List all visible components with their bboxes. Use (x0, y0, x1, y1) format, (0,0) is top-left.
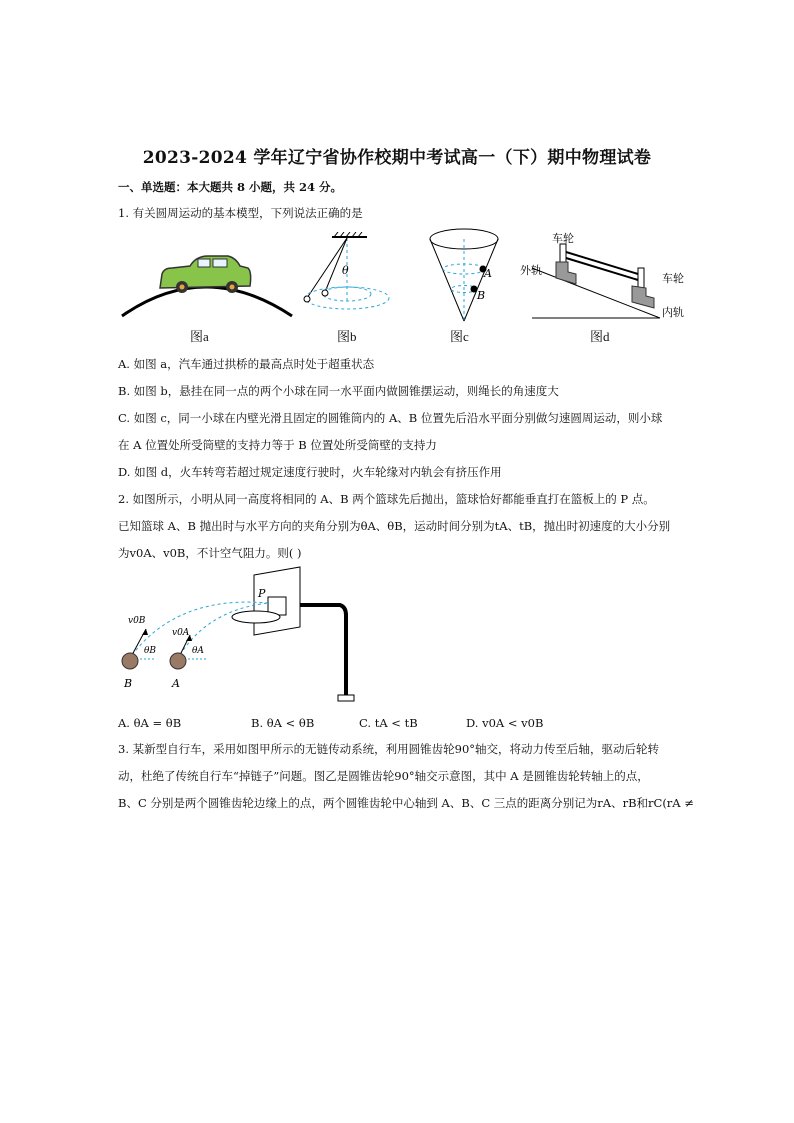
figure-c-caption: 图c (450, 329, 469, 344)
question-3-line1: 3. 某新型自行车，采用如图甲所示的无链传动系统，利用圆锥齿轮90°轴交，将动力传至后轴，驱动后轮转 (118, 742, 660, 756)
section-heading: 一、单选题：本大题共 8 小题，共 24 分。 (118, 180, 343, 194)
q1-option-c-line2: 在 A 位置处所受筒壁的支持力等于 B 位置处所受筒壁的支持力 (118, 438, 437, 452)
q2-option-b: B. θA < θB (251, 716, 315, 730)
figure-d-banked-track (520, 232, 695, 324)
point-a-label: A (484, 267, 492, 280)
outer-rail-label: 外轨 (520, 264, 542, 277)
q1-option-b: B. 如图 b，悬挂在同一点的两个小球在同一水平面内做圆锥摆运动，则绳长的角速度大 (118, 384, 559, 398)
wheel-label-1: 车轮 (552, 232, 574, 245)
q2-option-c: C. tA < tB (359, 716, 418, 730)
question-2-line1: 2. 如图所示，小明从同一高度将相同的 A、B 两个篮球先后抛出，篮球恰好都能垂直打在篮板上的 P 点。 (118, 492, 655, 506)
theta-a-label: θA (192, 646, 204, 656)
figure-d-caption: 图d (590, 329, 610, 344)
figure-b-conical-pendulum (292, 232, 402, 322)
question-2-line3: 为v0A、v0B，不计空气阻力。则( ) (118, 546, 302, 560)
question-3-line2: 动，杜绝了传统自行车“掉链子”问题。图乙是圆锥齿轮90°轴交示意图，其中 A 是圆锥齿轮转轴上的点， (118, 769, 649, 783)
figure-basketball (118, 565, 368, 705)
point-p-label: P (258, 587, 266, 600)
ball-b-label: B (124, 677, 133, 690)
q1-option-d: D. 如图 d，火车转弯若超过规定速度行驶时，火车轮缘对内轨会有挤压作用 (118, 465, 502, 479)
figure-b-caption: 图b (337, 329, 357, 344)
wheel-label-2: 车轮 (662, 272, 684, 285)
point-b-label: B (477, 289, 486, 302)
q1-option-c-line1: C. 如图 c，同一小球在内壁光滑且固定的圆锥筒内的 A、B 位置先后沿水平面分别做匀速圆周运动，则小球 (118, 411, 663, 425)
figure-c-cone (426, 225, 506, 325)
q1-option-a: A. 如图 a，汽车通过拱桥的最高点时处于超重状态 (118, 357, 375, 371)
page-title: 2023-2024 学年辽宁省协作校期中考试高一（下）期中物理试卷 (142, 148, 652, 168)
question-1-stem: 1. 有关圆周运动的基本模型，下列说法正确的是 (118, 206, 363, 220)
theta-b-label: θB (144, 646, 157, 656)
q2-option-d: D. v0A < v0B (466, 716, 544, 730)
figure-a-caption: 图a (190, 329, 209, 344)
ball-a-label: A (172, 677, 180, 690)
v0a-label: v0A (172, 628, 190, 638)
v0b-label: v0B (128, 616, 146, 626)
q2-option-a: A. θA = θB (118, 716, 182, 730)
figure-a-car-bridge (120, 238, 295, 318)
question-2-line2: 已知篮球 A、B 抛出时与水平方向的夹角分别为θA、θB，运动时间分别为tA、tB，抛出时初速度的大小分别 (118, 519, 671, 533)
inner-rail-label: 内轨 (662, 306, 684, 319)
question-3-line3: B、C 分别是两个圆锥齿轮边缘上的点，两个圆锥齿轮中心轴到 A、B、C 三点的距离分别记为rA、rB和rC(rA ≠ (118, 796, 694, 810)
theta-label: θ (342, 264, 349, 277)
